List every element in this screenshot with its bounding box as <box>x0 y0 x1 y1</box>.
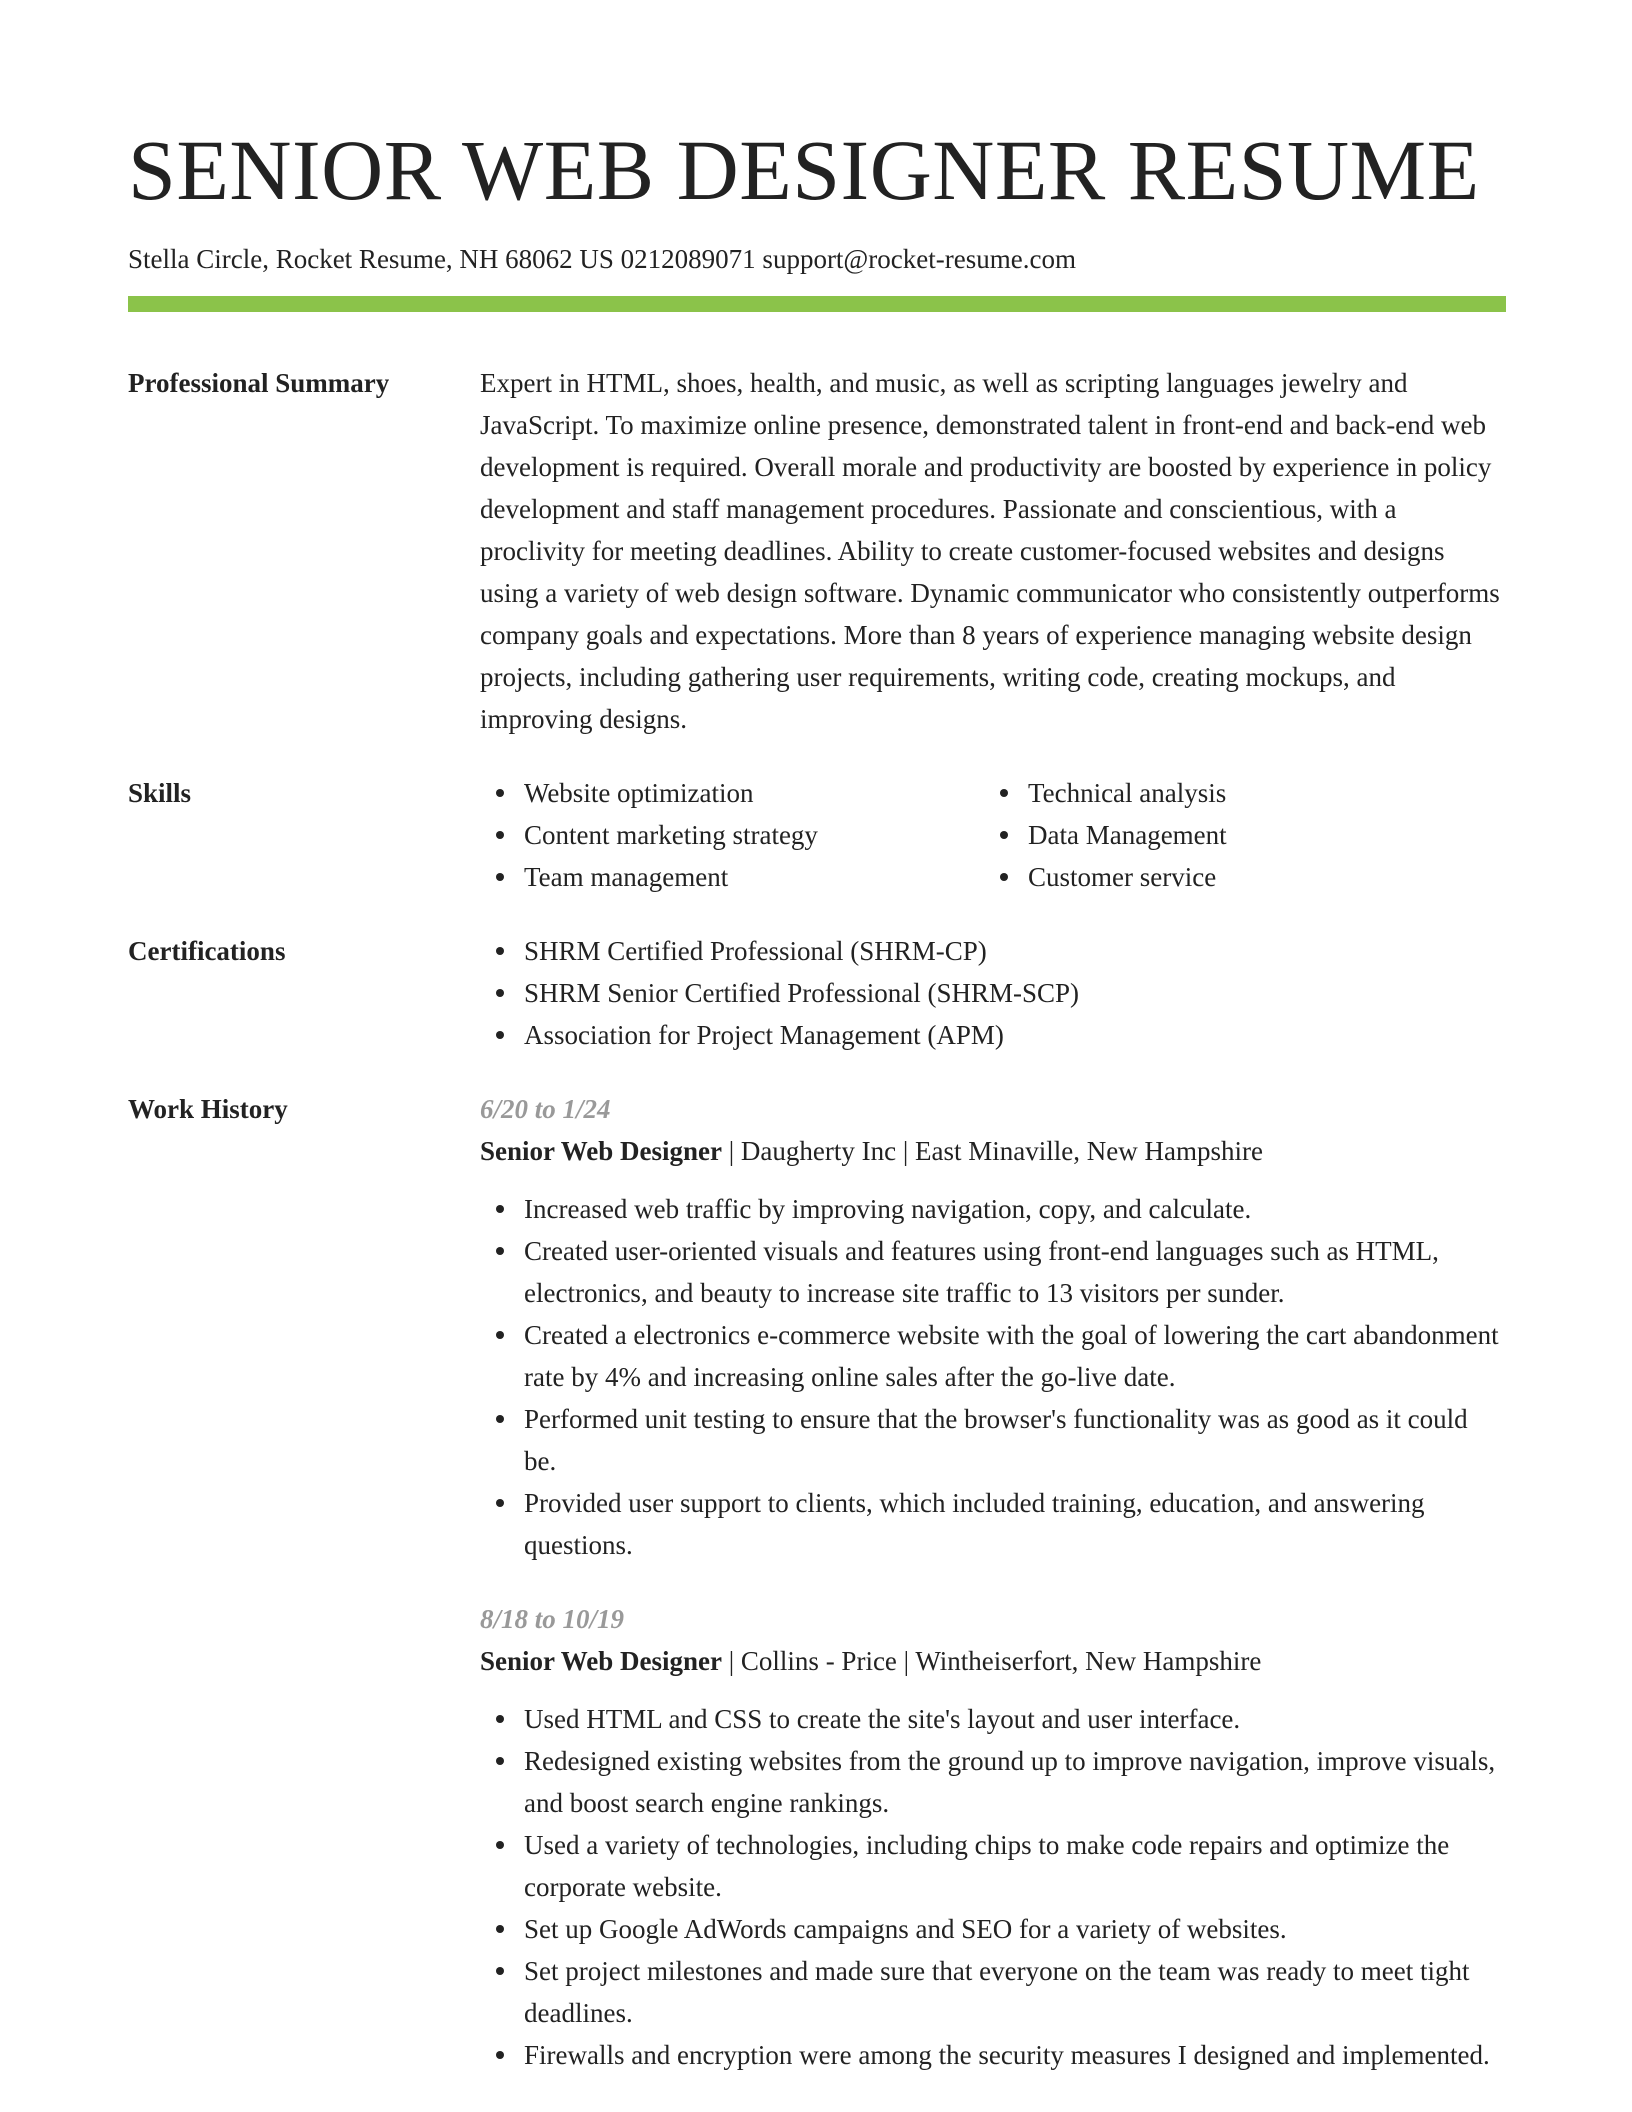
certifications-list <box>480 930 1506 1056</box>
skill-item: Customer service <box>984 856 1504 898</box>
skills-section <box>128 772 1506 898</box>
skill-item: Technical analysis <box>984 772 1504 814</box>
job-bullet: Set up Google AdWords campaigns and SEO for a variety of websites. <box>480 1908 1506 1950</box>
certifications-section <box>128 930 1506 1056</box>
certification-item: SHRM Certified Professional (SHRM-CP) <box>480 930 1506 972</box>
job-dates: 6/20 to 1/24 <box>480 1094 611 1124</box>
skills-list <box>480 772 1506 898</box>
job-bullet: Used HTML and CSS to create the site's layout and user interface. <box>480 1698 1506 1740</box>
skill-item: Content marketing strategy <box>480 814 984 856</box>
job-bullet: Provided user support to clients, which included training, education, and answering questions. <box>480 1482 1506 1566</box>
resume-page <box>128 120 1506 2076</box>
job-bullets <box>480 1698 1506 2076</box>
certification-item: SHRM Senior Certified Professional (SHRM-SCP) <box>480 972 1506 1014</box>
job-bullet: Redesigned existing websites from the ground up to improve navigation, improve visuals, and boost search engine rankings. <box>480 1740 1506 1824</box>
job-bullet: Increased web traffic by improving navigation, copy, and calculate. <box>480 1188 1506 1230</box>
accent-divider <box>128 296 1506 312</box>
job-entry <box>480 1598 1506 2076</box>
job-entry <box>480 1088 1506 1566</box>
job-details: | Daugherty Inc | East Minaville, New Hampshire <box>722 1136 1263 1166</box>
job-heading <box>480 1640 1506 1682</box>
job-bullet: Performed unit testing to ensure that the browser's functionality was as good as it could be. <box>480 1398 1506 1482</box>
job-details: | Collins - Price | Wintheiserfort, New Hampshire <box>722 1646 1262 1676</box>
summary-section <box>128 362 1506 740</box>
job-title: Senior Web Designer <box>480 1646 723 1676</box>
work-history-section <box>128 1088 1506 2076</box>
summary-text: Expert in HTML, shoes, health, and music, as well as scripting languages jewelry and JavaScript. To maximize online presence, demonstrated talent in front-end and back-end web development is required. Overall morale and productivity are boosted by experience in policy development and staff management procedures. Passionate and conscientious, with a proclivity for meeting deadlines. Ability to create customer-focused websites and designs using a variety of web design software. Dynamic communicator who consistently outperforms company goals and expectations. More than 8 years of experience managing website design projects, including gathering user requirements, writing code, creating mockups, and improving designs. <box>480 368 1500 734</box>
job-bullet: Set project milestones and made sure that everyone on the team was ready to meet tight deadlines. <box>480 1950 1506 2034</box>
section-label: Work History <box>128 1094 288 1124</box>
section-label: Certifications <box>128 936 286 966</box>
job-bullet: Created user-oriented visuals and features using front-end languages such as HTML, electronics, and beauty to increase site traffic to 13 visitors per sunder. <box>480 1230 1506 1314</box>
job-dates: 8/18 to 10/19 <box>480 1604 625 1634</box>
job-bullet: Created a electronics e-commerce website with the goal of lowering the cart abandonment rate by 4% and increasing online sales after the go-live date. <box>480 1314 1506 1398</box>
contact-info: Stella Circle, Rocket Resume, NH 68062 US 0212089071 support@rocket-resume.com <box>128 244 1076 274</box>
job-bullet: Firewalls and encryption were among the security measures I designed and implemented. <box>480 2034 1506 2076</box>
resume-title: SENIOR WEB DESIGNER RESUME <box>128 122 1480 218</box>
skill-item: Data Management <box>984 814 1504 856</box>
certification-item: Association for Project Management (APM) <box>480 1014 1506 1056</box>
job-title: Senior Web Designer <box>480 1136 723 1166</box>
section-label: Skills <box>128 778 192 808</box>
job-heading <box>480 1130 1506 1172</box>
skill-item: Team management <box>480 856 984 898</box>
skill-item: Website optimization <box>480 772 984 814</box>
job-bullet: Used a variety of technologies, including chips to make code repairs and optimize the corporate website. <box>480 1824 1506 1908</box>
section-label: Professional Summary <box>128 368 390 398</box>
job-bullets <box>480 1188 1506 1566</box>
